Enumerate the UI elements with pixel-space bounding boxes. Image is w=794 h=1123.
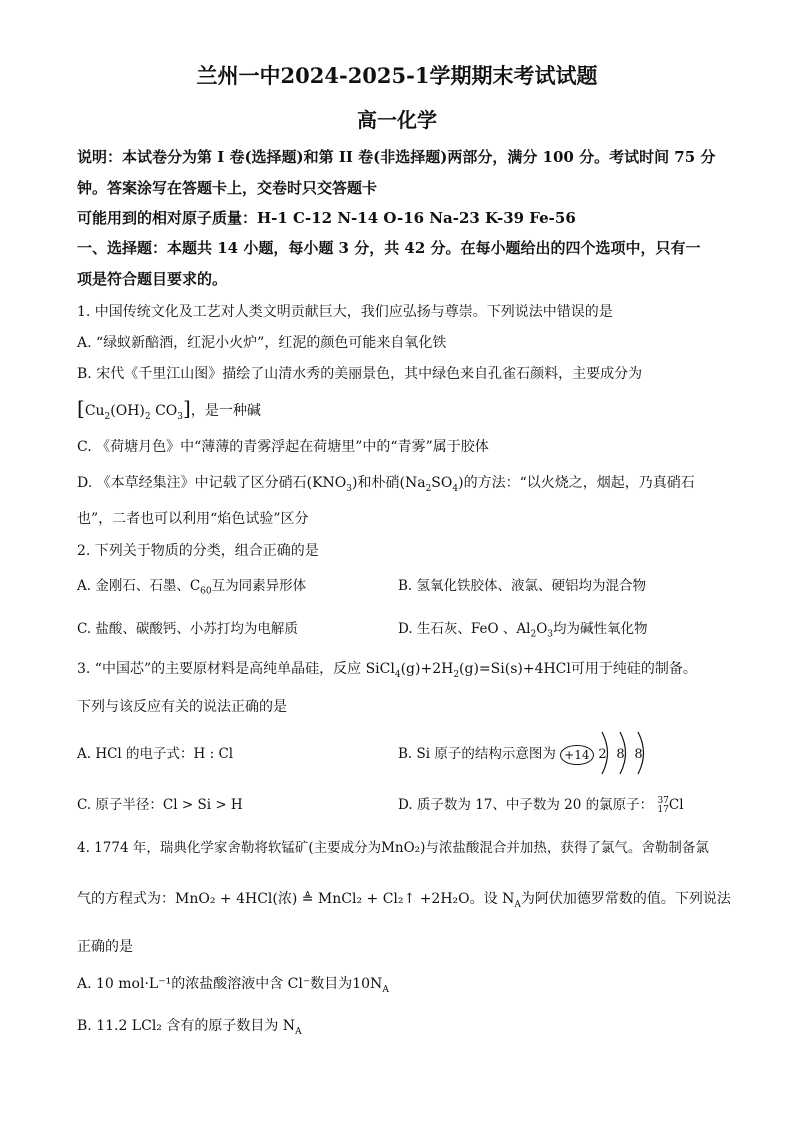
q4-stem-line2: 气的方程式为：MnO₂ + 4HCl(浓) ≜ MnCl₂ + Cl₂↑ +2H₂O。设 $N_A$为阿伏加德罗常数的值。下列说法 (77, 891, 731, 910)
q4-option-a: A. 10 mol·L⁻¹的浓盐酸溶液中含 Cl⁻数目为$10N_A$ (77, 976, 389, 995)
q2-stem: 2. 下列关于物质的分类，组合正确的是 (77, 543, 319, 559)
q2-option-b: B. 氢氧化铁胶体、液氯、硬铝均为混合物 (398, 578, 647, 594)
instructions-line-2: 钟。答案涂写在答题卡上，交卷时只交答题卡 (77, 179, 378, 197)
q3-stem-line1: 3. “中国芯”的主要原材料是高纯单晶硅，反应 $SiCl_4(g)+2H_2(g)=Si(s)+4HCl$可用于纯硅的制备。 (77, 661, 697, 680)
q4-stem-line1: 4. 1774 年，瑞典化学家舍勒将软锰矿(主要成分为MnO₂)与浓盐酸混合并加热，获得了氯气。舍勒制备氯 (77, 840, 709, 856)
si-nucleus: +14 (560, 745, 593, 765)
electron-shell-2: 8 (612, 745, 630, 765)
section-heading-line-2: 项是符合题目要求的。 (77, 270, 228, 288)
q3-option-a: A. HCl 的电子式：H : Cl (77, 746, 234, 762)
q1-option-b-line1: B. 宋代《千里江山图》描绘了山清水秀的美丽景色，其中绿色来自孔雀石颜料，主要成分为 (77, 366, 643, 382)
exam-subject: 高一化学 (357, 108, 437, 132)
si-atom-structure-diagram (560, 745, 647, 765)
electron-shell-1: 2 (594, 745, 612, 765)
electron-shell-3: 8 (630, 745, 648, 765)
q1-option-d-line1: D. 《本草经集注》中记载了区分硝石$(KNO_3)$和朴硝$(Na_2SO_4)$的方法：“以火烧之，烟起，乃真硝石 (77, 475, 695, 494)
exam-title: 兰州一中2024-2025-1学期期末考试试题 (196, 63, 598, 88)
q3-option-c: C. 原子半径：Cl > Si > H (77, 797, 243, 813)
q2-option-a: A. 金刚石、石墨、$C_{60}$互为同素异形体 (77, 578, 307, 597)
q1-option-c: C. 《荷塘月色》中“薄薄的青雾浮起在荷塘里”中的“青雾”属于胶体 (77, 439, 489, 455)
q1-option-d-line2: 也”，二者也可以利用“焰色试验”区分 (77, 511, 309, 527)
instructions-line-1: 说明：本试卷分为第 I 卷(选择题)和第 II 卷(非选择题)两部分，满分 100 分。考试时间 75 分 (77, 148, 716, 166)
q4-option-b: B. 11.2 LCl₂ 含有的原子数目为 $N_A$ (77, 1018, 302, 1037)
q1-stem: 1. 中国传统文化及工艺对人类文明贡献巨大，我们应弘扬与尊崇。下列说法中错误的是 (77, 304, 613, 320)
q1-option-b-line2: [$Cu_2(OH)_2$ $CO_3$]，是一种碱 (77, 396, 261, 422)
q2-option-d: D. 生石灰、FeO 、$Al_2O_3$均为碱性氧化物 (398, 621, 648, 640)
q1-option-a: A. “绿蚁新醅酒，红泥小火炉”，红泥的颜色可能来自氧化铁 (77, 335, 447, 351)
q3-option-b: B. Si 原子的结构示意图为 +14 2 8 8 (398, 744, 648, 765)
q3-option-d: D. 质子数为 17、中子数为 20 的氯原子： 37 17 Cl (398, 795, 684, 815)
q4-equation: MnO₂ + 4HCl(浓) ≜ MnCl₂ + Cl₂↑ +2H₂O (175, 891, 470, 907)
q2-option-c: C. 盐酸、碳酸钙、小苏打均为电解质 (77, 621, 298, 637)
section-heading-line-1: 一、选择题：本题共 14 小题，每小题 3 分，共 42 分。在每小题给出的四个选项中，只有一 (77, 239, 701, 257)
q4-stem-line3: 正确的是 (77, 939, 133, 955)
atomic-mass-list: 可能用到的相对原子质量：H-1 C-12 N-14 O-16 Na-23 K-39 Fe-56 (77, 209, 576, 227)
q3-stem-line2: 下列与该反应有关的说法正确的是 (77, 699, 287, 715)
